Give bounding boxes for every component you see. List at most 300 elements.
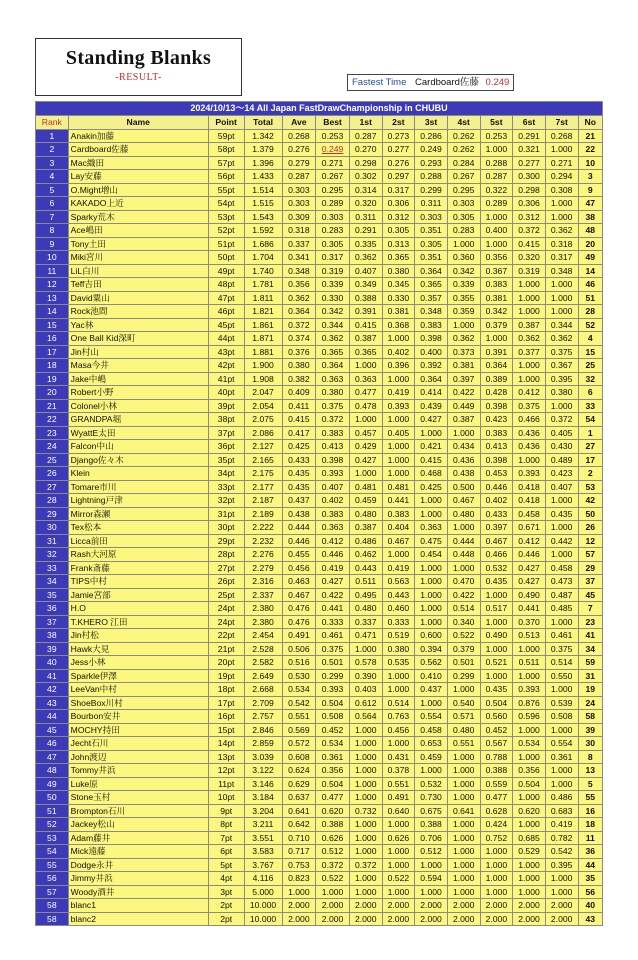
cell-r6: 0.372 [513,224,546,238]
cell-total: 2.668 [244,683,282,697]
cell-r6: 0.320 [513,251,546,265]
cell-best: 0.441 [316,602,350,616]
col-header-rank: Rank [36,116,69,130]
cell-r6: 1.000 [513,642,546,656]
cell-rank: 26 [36,467,69,481]
cell-r7: 0.395 [545,372,578,386]
table-row [36,548,603,562]
cell-rank: 42 [36,683,69,697]
cell-total: 1.704 [244,251,282,265]
table-row [36,602,603,616]
cell-r1: 0.429 [349,440,382,454]
cell-best: 0.375 [316,642,350,656]
cell-r3: 0.532 [415,777,448,791]
cell-r5: 0.379 [480,318,513,332]
cell-ave: 0.372 [282,318,316,332]
cell-r5: 0.391 [480,345,513,359]
cell-r6: 0.393 [513,467,546,481]
cell-best: 0.271 [316,156,350,170]
cell-name: LeeVan中村 [68,683,208,697]
cell-r1: 1.000 [349,831,382,845]
cell-no: 45 [578,588,603,602]
cell-point: 18pt [208,683,244,697]
cell-r7: 1.000 [545,210,578,224]
cell-rank: 52 [36,818,69,832]
cell-r5: 0.466 [480,548,513,562]
cell-r4: 1.000 [447,831,480,845]
cell-rank: 43 [36,696,69,710]
cell-best: 0.422 [316,588,350,602]
cell-r1: 2.000 [349,899,382,913]
cell-no: 57 [578,548,603,562]
cell-r1: 0.457 [349,426,382,440]
table-row [36,291,603,305]
cell-r4: 1.000 [447,521,480,535]
cell-r4: 0.262 [447,143,480,157]
cell-best: 0.407 [316,480,350,494]
cell-r3: 0.425 [415,480,448,494]
cell-point: 19pt [208,669,244,683]
col-header-point: Point [208,116,244,130]
cell-r5: 0.383 [480,278,513,292]
cell-ave: 0.642 [282,818,316,832]
cell-r7: 0.294 [545,170,578,184]
cell-r7: 0.473 [545,575,578,589]
cell-r6: 0.511 [513,656,546,670]
cell-no: 18 [578,818,603,832]
cell-r1: 1.000 [349,872,382,886]
cell-total: 2.757 [244,710,282,724]
cell-name: blanc2 [68,912,208,926]
cell-name: David粟山 [68,291,208,305]
cell-r1: 0.363 [349,372,382,386]
cell-ave: 2.000 [282,899,316,913]
cell-r6: 0.277 [513,156,546,170]
cell-r7: 0.435 [545,507,578,521]
cell-point: 3pt [208,885,244,899]
cell-r6: 0.319 [513,264,546,278]
cell-r2: 1.000 [382,885,415,899]
cell-no: 35 [578,872,603,886]
cell-name: Stone玉村 [68,791,208,805]
cell-ave: 0.309 [282,210,316,224]
table-row [36,197,603,211]
table-row [36,467,603,481]
cell-r1: 0.270 [349,143,382,157]
table-row [36,683,603,697]
cell-no: 8 [578,750,603,764]
cell-total: 10.000 [244,899,282,913]
cell-no: 21 [578,129,603,143]
cell-no: 26 [578,521,603,535]
cell-r4: 0.359 [447,305,480,319]
fastest-time-box [347,74,514,91]
cell-r1: 0.486 [349,534,382,548]
cell-r6: 0.375 [513,399,546,413]
title-box [35,38,242,96]
cell-point: 41pt [208,372,244,386]
cell-r7: 0.362 [545,224,578,238]
cell-rank: 32 [36,548,69,562]
cell-point: 50pt [208,251,244,265]
cell-r2: 0.345 [382,278,415,292]
cell-rank: 19 [36,372,69,386]
cell-r3: 0.437 [415,683,448,697]
cell-rank: 27 [36,480,69,494]
cell-r5: 1.000 [480,615,513,629]
cell-point: 48pt [208,278,244,292]
cell-r4: 1.000 [447,683,480,697]
cell-r4: 0.438 [447,467,480,481]
cell-name: blanc1 [68,899,208,913]
cell-point: 44pt [208,332,244,346]
cell-r4: 0.467 [447,494,480,508]
cell-rank: 56 [36,872,69,886]
cell-best: 0.295 [316,183,350,197]
cell-r3: 1.000 [415,507,448,521]
cell-point: 22pt [208,629,244,643]
cell-r7: 0.487 [545,588,578,602]
cell-rank: 9 [36,237,69,251]
cell-total: 2.075 [244,413,282,427]
cell-r7: 0.508 [545,710,578,724]
cell-name: Adam藤井 [68,831,208,845]
cell-name: Luke原 [68,777,208,791]
cell-ave: 0.303 [282,197,316,211]
cell-r5: 0.532 [480,561,513,575]
cell-name: Lightning戸津 [68,494,208,508]
cell-no: 59 [578,656,603,670]
cell-r1: 0.287 [349,129,382,143]
cell-name: Bourbon安井 [68,710,208,724]
cell-rank: 23 [36,426,69,440]
cell-r3: 0.394 [415,642,448,656]
cell-r7: 0.442 [545,534,578,548]
cell-r7: 0.489 [545,453,578,467]
cell-total: 1.908 [244,372,282,386]
cell-ave: 0.380 [282,359,316,373]
cell-r6: 2.000 [513,899,546,913]
cell-r7: 0.407 [545,480,578,494]
cell-r7: 0.362 [545,332,578,346]
cell-rank: 47 [36,750,69,764]
cell-total: 3.146 [244,777,282,791]
cell-r5: 0.287 [480,170,513,184]
cell-total: 3.204 [244,804,282,818]
cell-r1: 1.000 [349,764,382,778]
cell-r2: 0.491 [382,791,415,805]
cell-rank: 38 [36,629,69,643]
cell-r3: 1.000 [415,561,448,575]
cell-r6: 1.000 [513,885,546,899]
cell-r7: 1.000 [545,399,578,413]
cell-rank: 58 [36,912,69,926]
cell-no: 19 [578,683,603,697]
cell-r3: 0.293 [415,156,448,170]
cell-point: 32pt [208,494,244,508]
cell-best: 0.289 [316,197,350,211]
cell-name: Jin村山 [68,345,208,359]
cell-best: 0.342 [316,305,350,319]
cell-r7: 0.308 [545,183,578,197]
cell-r5: 0.400 [480,224,513,238]
cell-point: 8pt [208,818,244,832]
cell-r5: 0.435 [480,575,513,589]
cell-total: 1.342 [244,129,282,143]
cell-no: 24 [578,696,603,710]
cell-name: Cardboard佐藤 [68,143,208,157]
cell-r7: 1.000 [545,683,578,697]
cell-r1: 0.302 [349,170,382,184]
cell-no: 14 [578,264,603,278]
cell-total: 1.781 [244,278,282,292]
cell-total: 4.116 [244,872,282,886]
cell-r5: 0.383 [480,426,513,440]
cell-point: 43pt [208,345,244,359]
col-header-6st: 6st [513,116,546,130]
cell-r3: 0.554 [415,710,448,724]
cell-r4: 1.000 [447,777,480,791]
cell-name: GRANDPA堀 [68,413,208,427]
cell-r3: 0.427 [415,413,448,427]
cell-best: 0.249 [316,143,350,157]
cell-best: 0.361 [316,750,350,764]
cell-r7: 0.539 [545,696,578,710]
cell-name: Mirror森瀬 [68,507,208,521]
cell-r2: 0.380 [382,642,415,656]
cell-r1: 0.391 [349,305,382,319]
cell-total: 3.551 [244,831,282,845]
cell-rank: 24 [36,440,69,454]
cell-point: 20pt [208,656,244,670]
cell-rank: 3 [36,156,69,170]
cell-r2: 0.551 [382,777,415,791]
cell-r1: 0.390 [349,669,382,683]
table-row [36,899,603,913]
col-header-best: Best [316,116,350,130]
cell-rank: 25 [36,453,69,467]
cell-r4: 1.000 [447,885,480,899]
cell-name: O.Might増山 [68,183,208,197]
cell-r7: 0.405 [545,426,578,440]
cell-no: 11 [578,831,603,845]
cell-total: 1.592 [244,224,282,238]
cell-ave: 0.542 [282,696,316,710]
cell-r2: 0.402 [382,345,415,359]
cell-r3: 0.400 [415,345,448,359]
cell-r3: 2.000 [415,899,448,913]
cell-rank: 8 [36,224,69,238]
cell-total: 2.232 [244,534,282,548]
col-header-1st: 1st [349,116,382,130]
cell-r5: 1.000 [480,332,513,346]
cell-point: 17pt [208,696,244,710]
cell-r4: 1.000 [447,858,480,872]
cell-rank: 28 [36,494,69,508]
cell-point: 14pt [208,737,244,751]
cell-point: 25pt [208,588,244,602]
cell-r7: 2.000 [545,912,578,926]
cell-r3: 0.305 [415,237,448,251]
col-header-5st: 5st [480,116,513,130]
cell-r6: 0.291 [513,129,546,143]
cell-rank: 15 [36,318,69,332]
cell-point: 26pt [208,575,244,589]
cell-r2: 0.514 [382,696,415,710]
table-row [36,561,603,575]
cell-r7: 0.461 [545,629,578,643]
cell-ave: 0.287 [282,170,316,184]
table-row [36,332,603,346]
cell-r6: 0.513 [513,629,546,643]
cell-no: 48 [578,224,603,238]
cell-name: Tex松本 [68,521,208,535]
cell-total: 1.900 [244,359,282,373]
cell-ave: 0.624 [282,764,316,778]
cell-point: 38pt [208,413,244,427]
cell-r3: 0.364 [415,372,448,386]
cell-best: 0.365 [316,345,350,359]
cell-name: LiL白川 [68,264,208,278]
cell-r2: 0.317 [382,183,415,197]
cell-name: Tommy井浜 [68,764,208,778]
cell-point: 49pt [208,264,244,278]
cell-r5: 0.402 [480,494,513,508]
cell-r6: 0.504 [513,777,546,791]
cell-r2: 0.467 [382,534,415,548]
cell-r2: 0.404 [382,521,415,535]
col-header-name: Name [68,116,208,130]
cell-r4: 0.436 [447,453,480,467]
cell-no: 54 [578,413,603,427]
cell-ave: 0.823 [282,872,316,886]
cell-r2: 1.000 [382,845,415,859]
cell-ave: 0.641 [282,804,316,818]
cell-rank: 45 [36,723,69,737]
cell-r5: 0.521 [480,656,513,670]
cell-point: 54pt [208,197,244,211]
cell-best: 0.383 [316,507,350,521]
cell-no: 31 [578,669,603,683]
cell-name: T.KHERO 江田 [68,615,208,629]
cell-r4: 0.299 [447,669,480,683]
cell-total: 2.337 [244,588,282,602]
cell-r2: 0.626 [382,831,415,845]
cell-r3: 0.303 [415,210,448,224]
cell-total: 3.767 [244,858,282,872]
col-header-2st: 2st [382,116,415,130]
cell-total: 3.583 [244,845,282,859]
cell-r4: 0.355 [447,291,480,305]
cell-r3: 0.653 [415,737,448,751]
cell-r5: 0.490 [480,629,513,643]
cell-ave: 0.456 [282,561,316,575]
cell-r3: 1.000 [415,426,448,440]
cell-r1: 0.459 [349,494,382,508]
cell-r3: 1.000 [415,615,448,629]
cell-r3: 1.000 [415,764,448,778]
cell-r3: 1.000 [415,885,448,899]
cell-ave: 0.356 [282,278,316,292]
cell-r1: 0.427 [349,453,382,467]
cell-r7: 0.348 [545,264,578,278]
cell-total: 1.514 [244,183,282,197]
cell-rank: 53 [36,831,69,845]
table-row [36,737,603,751]
cell-ave: 0.409 [282,386,316,400]
cell-best: 0.512 [316,845,350,859]
cell-point: 39pt [208,399,244,413]
cell-r7: 0.317 [545,251,578,265]
cell-total: 1.871 [244,332,282,346]
cell-r6: 0.446 [513,548,546,562]
cell-total: 5.000 [244,885,282,899]
cell-r2: 0.273 [382,129,415,143]
cell-r4: 0.449 [447,399,480,413]
cell-r4: 1.000 [447,750,480,764]
cell-r5: 0.453 [480,467,513,481]
cell-best: 0.364 [316,359,350,373]
cell-r6: 0.418 [513,480,546,494]
cell-rank: 46 [36,737,69,751]
cell-ave: 0.303 [282,183,316,197]
cell-name: Sparkle伊澤 [68,669,208,683]
cell-ave: 0.437 [282,494,316,508]
cell-point: 46pt [208,305,244,319]
cell-best: 0.504 [316,696,350,710]
cell-r2: 0.297 [382,170,415,184]
cell-r3: 0.439 [415,399,448,413]
cell-r4: 2.000 [447,912,480,926]
cell-total: 3.039 [244,750,282,764]
cell-r6: 0.427 [513,575,546,589]
table-row [36,629,603,643]
cell-r4: 1.000 [447,818,480,832]
cell-rank: 58 [36,899,69,913]
cell-rank: 36 [36,602,69,616]
cell-name: ShoeBox川村 [68,696,208,710]
cell-no: 23 [578,615,603,629]
cell-r7: 1.000 [545,291,578,305]
table-row [36,872,603,886]
cell-r2: 0.368 [382,318,415,332]
cell-r2: 1.000 [382,818,415,832]
cell-r2: 0.535 [382,656,415,670]
cell-r5: 0.398 [480,399,513,413]
cell-r6: 1.000 [513,305,546,319]
cell-r6: 1.000 [513,858,546,872]
cell-r4: 0.434 [447,440,480,454]
cell-ave: 0.629 [282,777,316,791]
cell-r3: 0.286 [415,129,448,143]
cell-total: 2.279 [244,561,282,575]
page-title: Standing Blanks [65,47,212,69]
cell-r7: 0.361 [545,750,578,764]
results-body [36,129,603,926]
cell-rank: 1 [36,129,69,143]
cell-best: 0.419 [316,561,350,575]
cell-r3: 0.363 [415,521,448,535]
cell-r2: 0.330 [382,291,415,305]
cell-point: 13pt [208,750,244,764]
cell-r5: 0.752 [480,831,513,845]
cell-point: 57pt [208,156,244,170]
cell-r5: 0.559 [480,777,513,791]
cell-best: 1.000 [316,885,350,899]
cell-r4: 0.305 [447,210,480,224]
cell-r4: 0.284 [447,156,480,170]
cell-best: 0.380 [316,386,350,400]
